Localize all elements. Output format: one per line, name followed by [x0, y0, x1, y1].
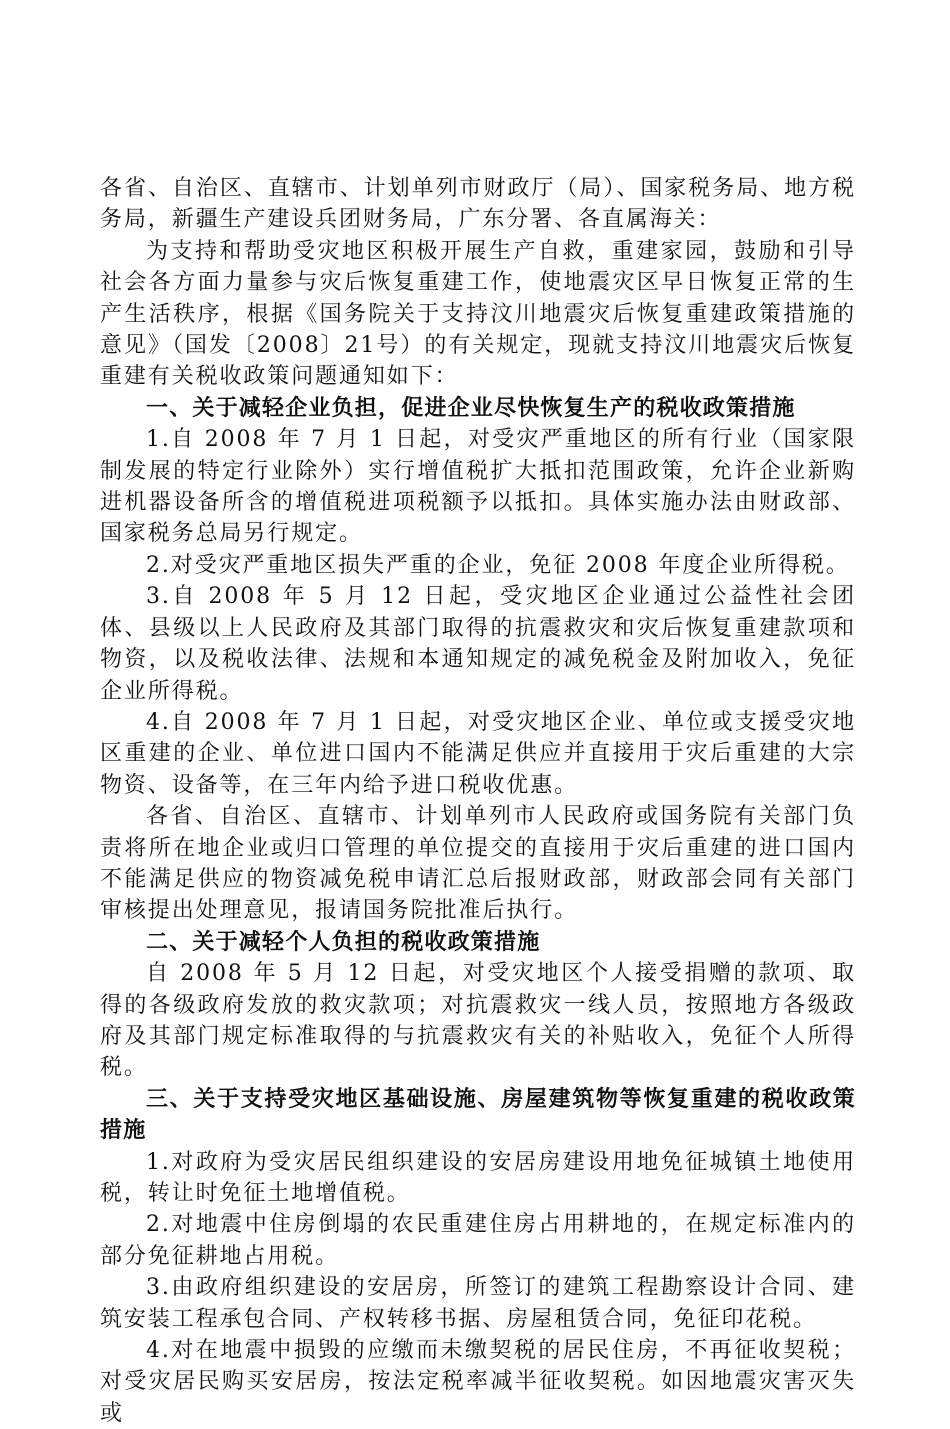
section-3-item-2: 2.对地震中住房倒塌的农民重建住房占用耕地的，在规定标准内的部分免征耕地占用税。: [100, 1212, 856, 1269]
section-3-item-4: 4.对在地震中损毁的应缴而未缴契税的居民住房，不再征收契税；对受灾居民购买安居房，按法定税率减半征收契税。如因地震灾害灭失或: [100, 1338, 856, 1426]
section-2-heading: 二、关于减轻个人负担的税收政策措施: [146, 929, 541, 955]
document-body: [100, 173, 856, 1429]
section-1-item-2: 2.对受灾严重地区损失严重的企业，免征 2008 年度企业所得税。: [146, 552, 850, 578]
section-2-item-1: 自 2008 年 5 月 12 日起，对受灾地区个人接受捐赠的款项、取得的各级政府发放的救灾款项；对抗震救灾一线人员，按照地方各级政府及其部门规定标准取得的与抗震救灾有关的补贴收入，免征个人所得税。: [100, 961, 856, 1081]
section-1-item-1: 1.自 2008 年 7 月 1 日起，对受灾严重地区的所有行业（国家限制发展的特定行业除外）实行增值税扩大抵扣范围政策，允许企业新购进机器设备所含的增值税进项税额予以抵扣。具体实施办法由财政部、国家税务总局另行规定。: [100, 427, 856, 547]
salutation: 各省、自治区、直辖市、计划单列市财政厅（局）、国家税务局、地方税务局，新疆生产建设兵团财务局，广东分署、各直属海关：: [100, 176, 856, 233]
section-1-heading: 一、关于减轻企业负担，促进企业尽快恢复生产的税收政策措施: [146, 395, 796, 421]
section-1-item-3: 3.自 2008 年 5 月 12 日起，受灾地区企业通过公益性社会团体、县级以上人民政府及其部门取得的抗震救灾和灾后恢复重建款项和物资，以及税收法律、法规和本通知规定的减免税金及附加收入，免征企业所得税。: [100, 584, 856, 704]
section-3-heading: 三、关于支持受灾地区基础设施、房屋建筑物等恢复重建的税收政策措施: [100, 1086, 856, 1144]
section-3-item-3: 3.由政府组织建设的安居房，所签订的建筑工程勘察设计合同、建筑安装工程承包合同、产权转移书据、房屋租赁合同，免征印花税。: [100, 1275, 856, 1332]
section-1-note: 各省、自治区、直辖市、计划单列市人民政府或国务院有关部门负责将所在地企业或归口管理的单位提交的直接用于灾后重建的进口国内不能满足供应的物资减免税申请汇总后报财政部，财政部会同有关部门审核提出处理意见，报请国务院批准后执行。: [100, 804, 856, 924]
intro-paragraph: 为支持和帮助受灾地区积极开展生产自救，重建家园，鼓励和引导社会各方面力量参与灾后恢复重建工作，使地震灾区早日恢复正常的生产生活秩序，根据《国务院关于支持汶川地震灾后恢复重建政策措施的意见》（国发〔2008〕21号）的有关规定，现就支持汶川地震灾后恢复重建有关税收政策问题通知如下：: [100, 238, 856, 390]
section-1-item-4: 4.自 2008 年 7 月 1 日起，对受灾地区企业、单位或支援受灾地区重建的企业、单位进口国内不能满足供应并直接用于灾后重建的大宗物资、设备等，在三年内给予进口税收优惠。: [100, 709, 856, 798]
section-3-item-1: 1.对政府为受灾居民组织建设的安居房建设用地免征城镇土地使用税，转让时免征土地增值税。: [100, 1149, 856, 1206]
